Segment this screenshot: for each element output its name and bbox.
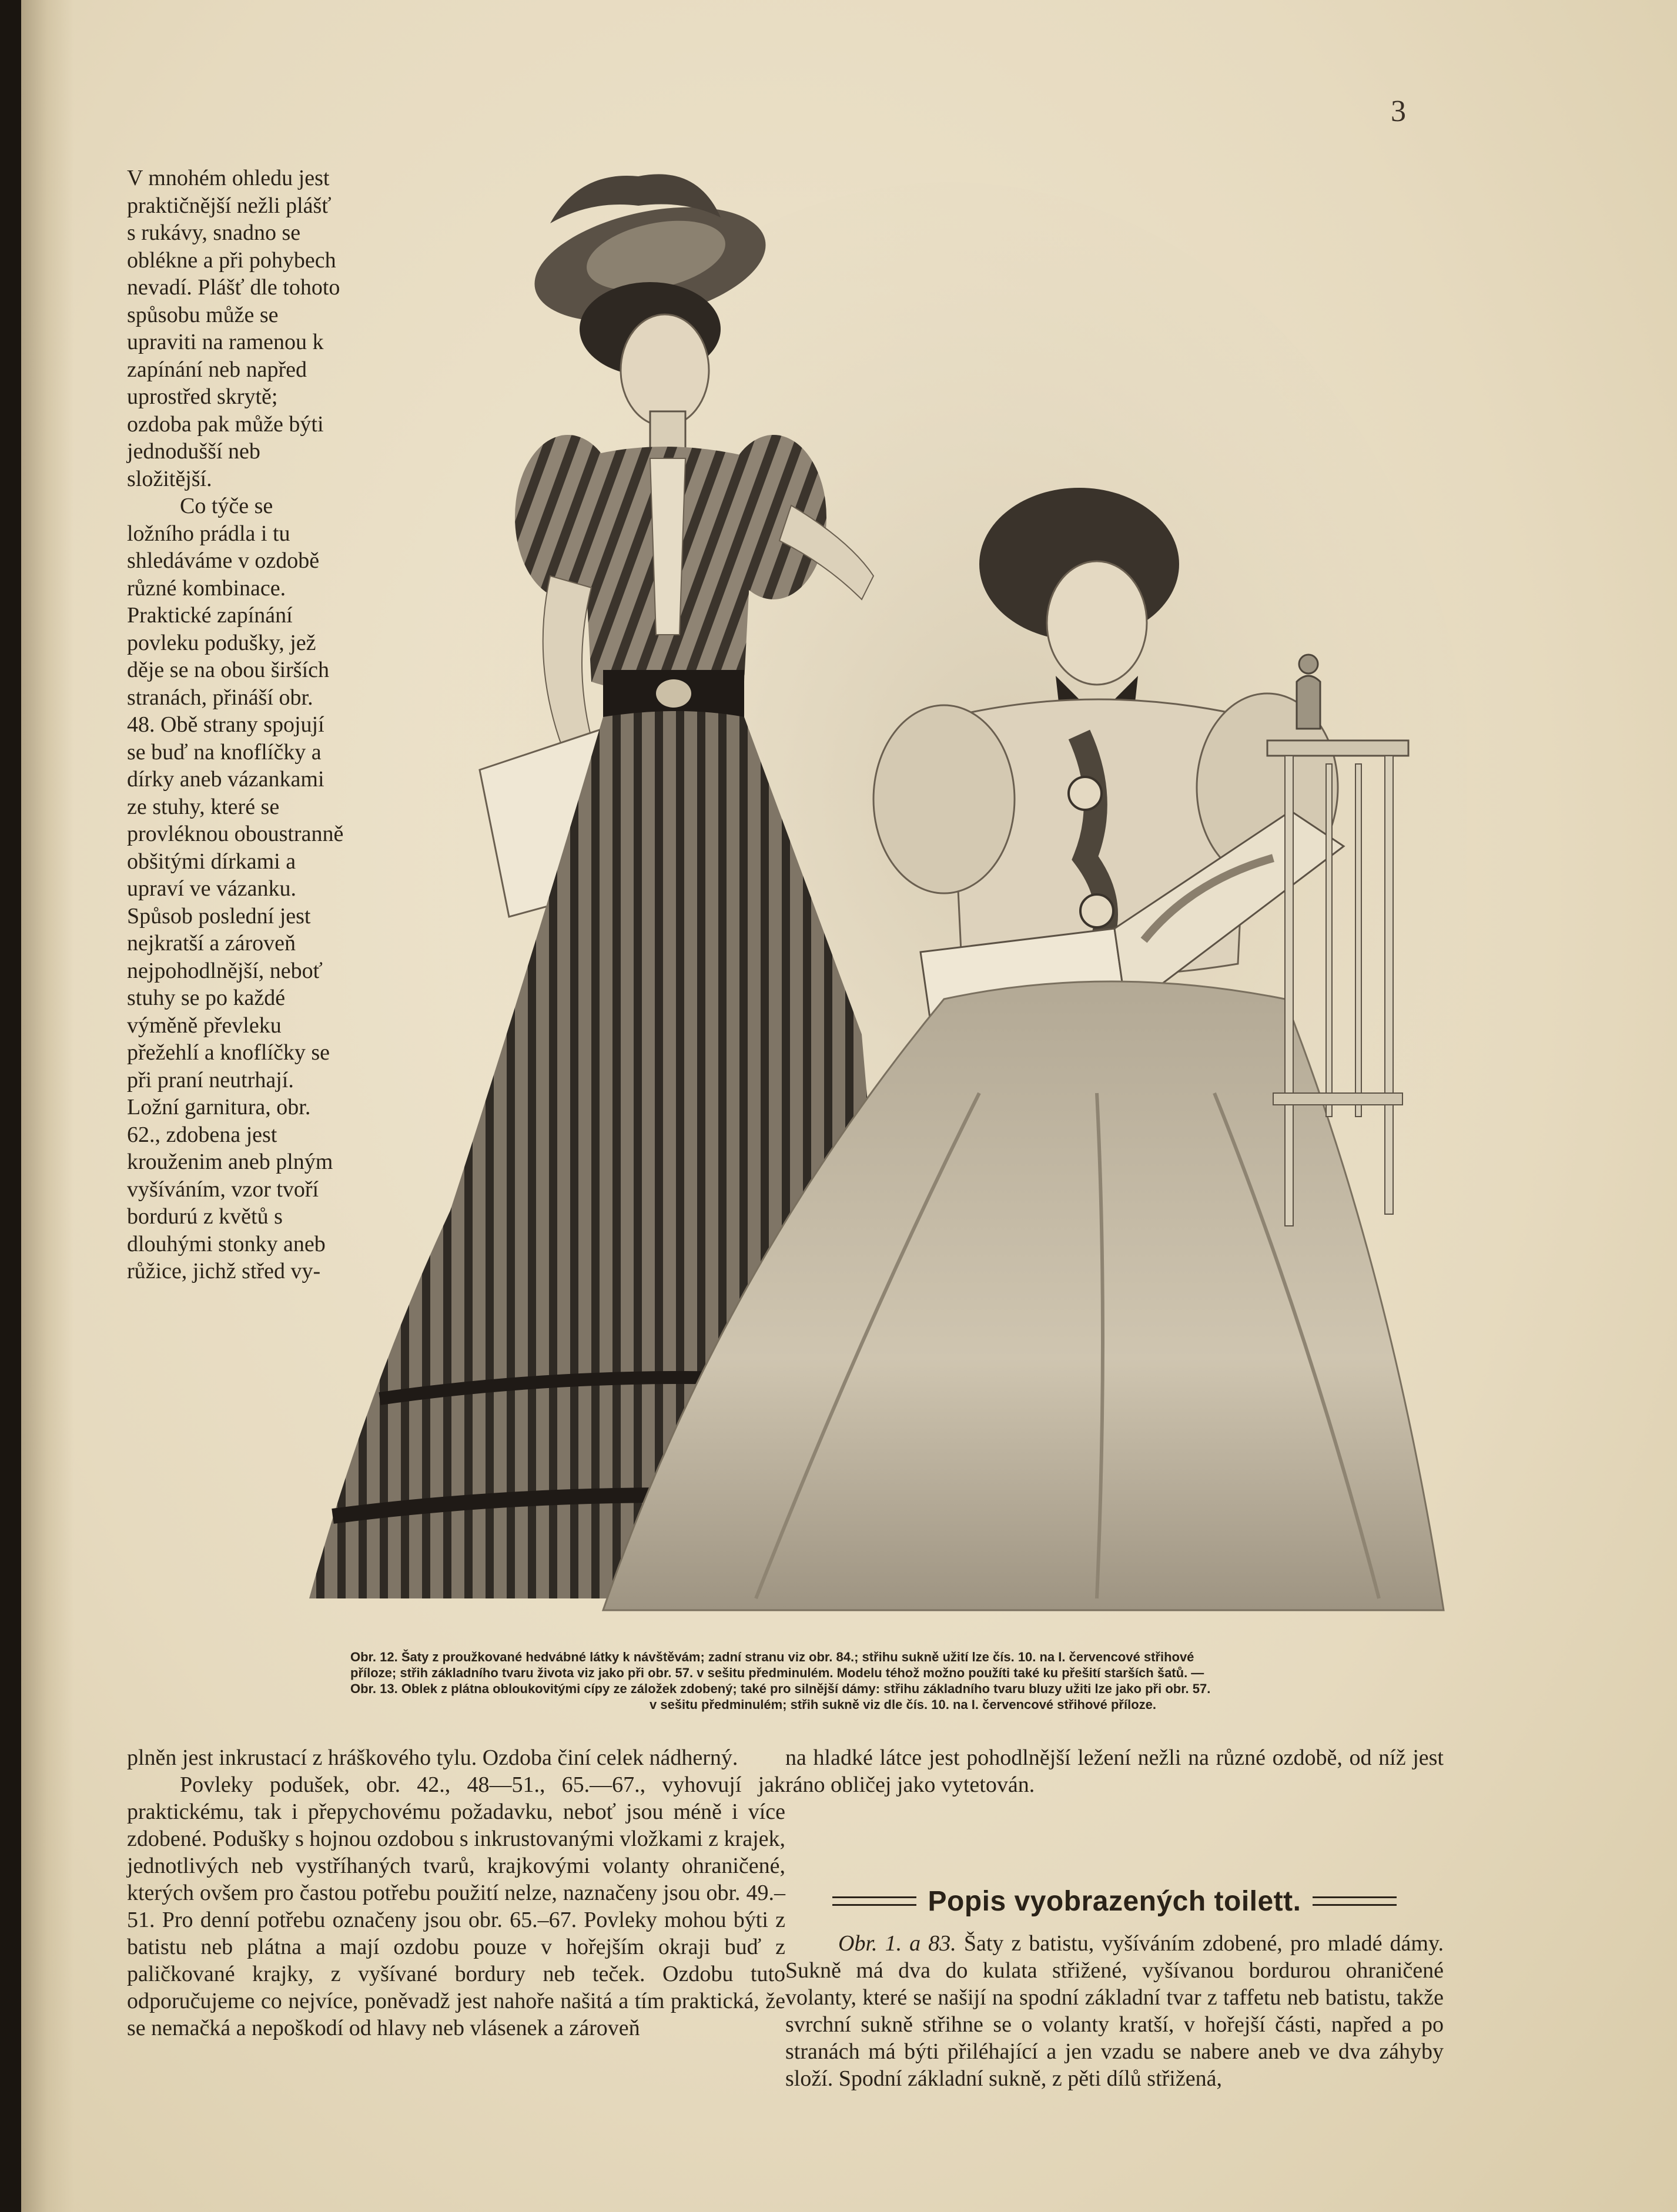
heading-rule-left — [832, 1896, 916, 1906]
section-heading — [821, 1881, 1408, 1922]
magazine-page — [21, 0, 1677, 2212]
section-text: Šaty z batistu, vyšíváním zdobené, pro mladé dámy. Sukně má dva do kulata střižené, vyšívanou bordurou ohraničené volanty, které se našijí na spodní základní tvar z taffetu neb batistu, takže svrchní sukně střihne se o volanty kratší, v hořejší části, napřed a po stranách má býti přiléhající a jen vzadu se nabere aneb ve dva záhyby složí. Spodní základní sukně, z pěti dílů střižená, — [785, 1931, 1444, 2091]
page-gutter-shadow — [21, 0, 74, 2212]
caption-line-3: Obr. 13. Oblek z plátna obloukovitými cípy ze záložek zdobený; také pro silnější dámy: střihu základního tvaru bluzy užiti lze jako při obr. 57. — [350, 1681, 1211, 1696]
left-paragraph-1: plněn jest inkrustací z hráškového tylu. Ozdoba činí celek nádherný. — [127, 1745, 738, 1770]
page-number: 3 — [1391, 95, 1406, 128]
right-bottom-column — [785, 1930, 1444, 2092]
section-paragraph — [785, 1930, 1444, 2092]
caption-line-1: Obr. 12. Šaty z proužkované hedvábné látky k návštěvám; zadní stranu viz obr. 84.; střihu sukně užití lze čís. 10. na I. červencové střihové — [350, 1650, 1194, 1664]
left-paragraph-2: Povleky podušek, obr. 42., 48—51., 65.—67., vyhovují jak praktickému, tak i přepychovému požadavku, neboť jsou méně i více zdobené. Podušky s hojnou ozdobou s inkrustovanými vložkami z krajek, jednotlivých neb vystříhaných tvarů, krajkovými volanty ohraničené, kterých ovšem pro častou potřebu použití nelze, naznačeny jsou obr. 49.–51. Pro denní potřebu označeny jsou obr. 65.–67. Povleky mohou býti z batistu neb plátna a mají ozdobu pouze v hořejším okraji buď z paličkované krajky, z vyšívané bordury neb teček. Ozdobu tuto odporučujeme co nejvíce, poněvadž jest nahoře našitá a tím praktická, že se nemačká a nepoškodí od hlavy neb vlásenek a zároveň — [127, 1772, 785, 2040]
side-paragraph-2: Co týče se ložního prádla i tu shledáváme v ozdobě různé kombinace. Praktické zapínání povleku podušky, jež děje se na obou širších stranách, přináší obr. 48. Obě strany spojují se buď na knoflíčky a dírky aneb vázankami ze stuhy, které se provléknou oboustranně obšitými dírkami a upraví ve vázanku. Spůsob poslední jest nejkratší a zároveň nejpohodlnější, neboť stuhy se po každé výměně převleku přežehlí a knoflíčky se při praní neutrhají. Ložní garnitura, obr. 62., zdobena jest krouženim aneb plným vyšíváním, vzor tvoří bordurú z květů s dlouhými stonky aneb růžice, jichž střed vy- — [127, 494, 344, 1283]
caption-line-2: příloze; střih základního tvaru života viz jako při obr. 57. v sešitu předminulém. Modelu téhož možno použíti také ku přešití starších šatů. — — [350, 1665, 1204, 1680]
left-bottom-column — [127, 1744, 785, 2042]
heading-rule-right — [1313, 1896, 1397, 1906]
right-paragraph-continued: na hladké látce jest pohodlnější ležení nežli na různé ozdobě, od níž jest ráno obličej jako vytetován. — [785, 1745, 1444, 1797]
figure-caption — [350, 1649, 1455, 1712]
section-title: Popis vyobrazených toilett. — [928, 1885, 1301, 1917]
fashion-illustration — [274, 153, 1467, 1645]
figure-reference: Obr. 1. a 83. — [838, 1931, 956, 1956]
side-paragraph-1: V mnohém ohledu jest praktičnější nežli plášť s rukávy, snadno se oblékne a při pohybech nevadí. Plášť dle tohoto spůsobu může se upraviti na ramenou k zapínání neb napřed uprostřed skrytě; ozdoba pak může býti jednodušší neb složitější. — [127, 166, 340, 491]
caption-line-4: v sešitu předminulém; střih sukně viz dle čís. 10. na I. červencové střihové příloze. — [650, 1697, 1156, 1712]
right-top-column — [785, 1744, 1444, 1798]
